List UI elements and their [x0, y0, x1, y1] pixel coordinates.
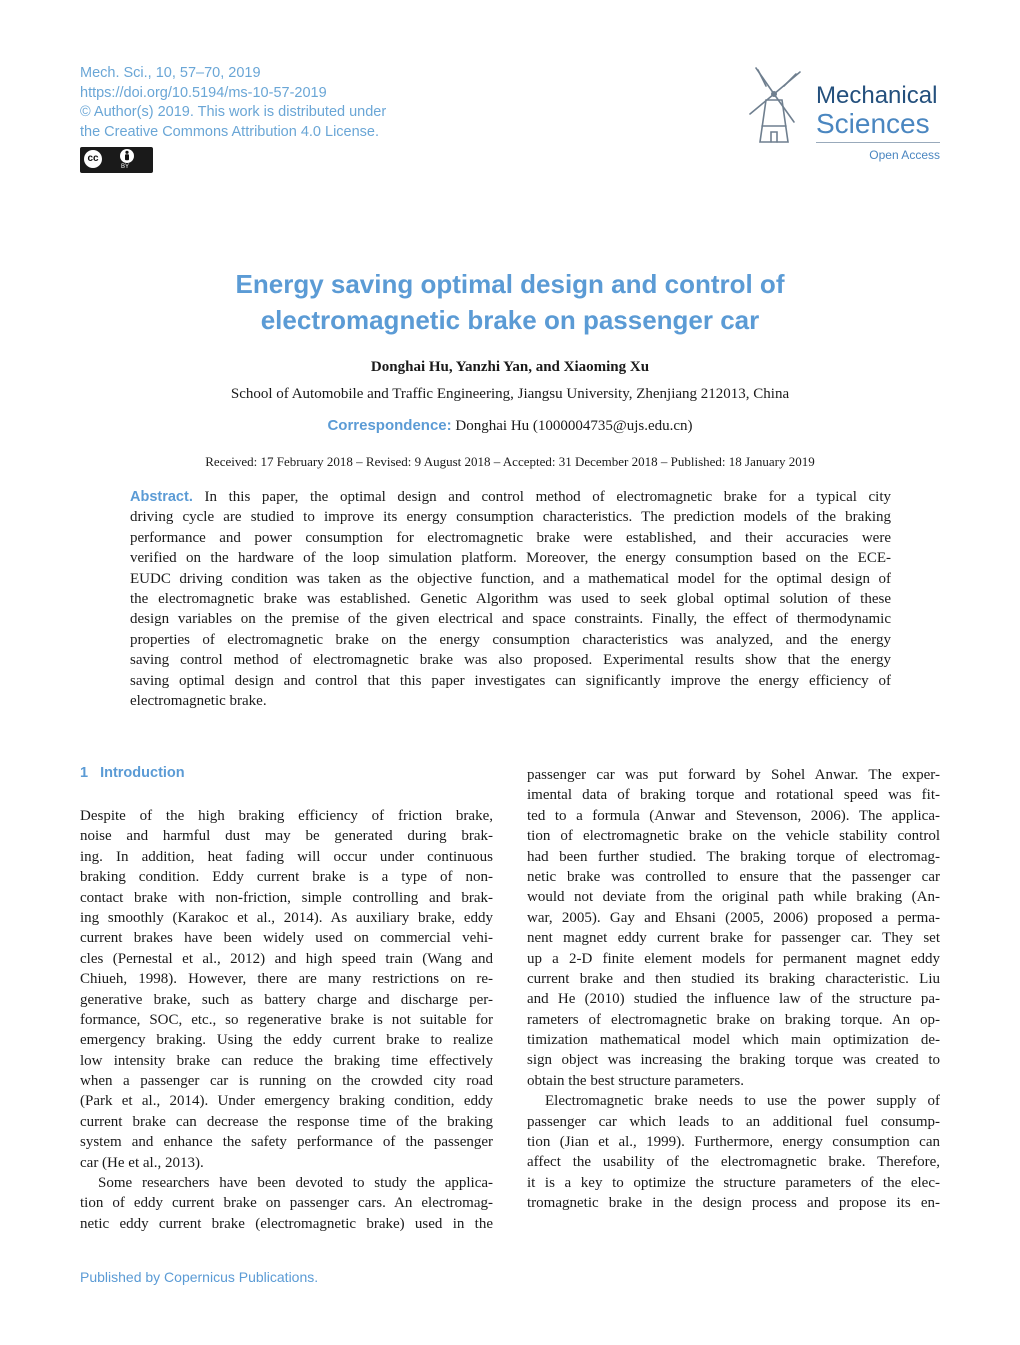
windmill-icon	[744, 64, 814, 150]
body-line: netic eddy current brake (electromagnetic brake) used in the	[80, 1215, 493, 1232]
body-line: ing. In addition, heat fading will occur under continuous	[80, 848, 493, 865]
body-line: Electromagnetic brake needs to use the power supply of	[545, 1093, 940, 1110]
abstract-label: Abstract.	[130, 489, 193, 505]
body-line: system and enhance the safety performance of the passenger	[80, 1134, 493, 1151]
correspondence	[80, 417, 940, 435]
body-line: tion of electromagnetic brake on the vehicle stability control	[527, 828, 940, 845]
abstract-line: electromagnetic brake.	[130, 692, 267, 709]
right-column	[527, 765, 940, 1214]
abstract-line: verified on the hardware of the loop simulation platform. Moreover, the energy consumption based on the ECE-	[130, 550, 891, 567]
body-line: Some researchers have been devoted to study the applica-	[98, 1175, 493, 1192]
publication-dates: Received: 17 February 2018 – Revised: 9 August 2018 – Accepted: 31 December 2018 – Published: 18 January 2019	[205, 454, 815, 469]
body-line: netic brake was controlled to ensure that the passenger car	[527, 868, 940, 885]
body-line: imental data of braking torque and rotational speed was fit-	[527, 787, 940, 804]
abstract-line: EUDC driving condition was taken as the objective function, and a mathematical model for the optimal design of	[130, 570, 891, 587]
body-line: (Park et al., 2014). Under emergency braking condition, eddy	[80, 1093, 493, 1110]
body-line: timization mathematical model which main optimization de-	[527, 1032, 940, 1049]
abstract-line: saving optimal design and control that this paper investigates can significantly improve the energy efficiency of	[130, 672, 891, 689]
body-line: it is a key to optimize the structure parameters of the elec-	[527, 1174, 940, 1191]
body-line: rameters of electromagnetic brake on braking torque. An op-	[527, 1011, 940, 1028]
body-line: had been further studied. The braking torque of electromag-	[527, 848, 940, 865]
copyright-notice: © Author(s) 2019. This work is distributed under	[80, 104, 387, 120]
body-line: when a passenger car is running on the crowded city road	[80, 1073, 493, 1090]
abstract-line: performance and power consumption for electromagnetic brake were established, and their accuracies were	[130, 529, 891, 546]
body-line: cles (Pernestal et al., 2012) and high speed train (Wang and	[80, 950, 493, 967]
journal-name-line1: Mechanical	[816, 82, 938, 109]
body-line: would not deviate from the original path while braking (An-	[527, 889, 940, 906]
abstract-line: saving control method of electromagnetic brake was also proposed. Experimental results show that the energy	[130, 652, 891, 669]
body-line: and He (2010) studied the influence law of the structure pa-	[527, 991, 940, 1008]
title-line-1: Energy saving optimal design and control of	[235, 269, 785, 299]
body-line: sign object was increasing the braking torque was created to	[527, 1052, 940, 1069]
body-line: ted to a formula (Anwar and Stevenson, 2006). The applica-	[527, 807, 940, 824]
body-line: generative brake, such as battery charge and discharge per-	[80, 991, 493, 1008]
left-column	[80, 806, 493, 1234]
body-line: passenger car was put forward by Sohel Anwar. The exper-	[527, 767, 940, 783]
section-number: 1	[80, 765, 89, 781]
body-line: car (He et al., 2013).	[80, 1154, 204, 1171]
paper-title	[80, 266, 940, 338]
person-icon	[120, 149, 134, 163]
body-line: tion of eddy current brake on passenger cars. An electromag-	[80, 1195, 493, 1212]
title-line-2: electromagnetic brake on passenger car	[260, 305, 760, 335]
body-line: passenger car which leads to an additional fuel consump-	[527, 1113, 940, 1130]
body-line: nent magnet eddy current brake for passenger car. They set	[527, 930, 940, 947]
body-line: affect the usability of the electromagnetic brake. Therefore,	[527, 1154, 940, 1171]
body-line: obtain the best structure parameters.	[527, 1072, 745, 1089]
open-access-label: Open Access	[869, 148, 940, 162]
abstract	[130, 487, 891, 711]
correspondence-value[interactable]: Donghai Hu (1000004735@ujs.edu.cn)	[455, 418, 693, 434]
license-notice[interactable]: the Creative Commons Attribution 4.0 License.	[80, 123, 380, 140]
body-line: current brakes have been widely used on commercial vehi-	[80, 930, 493, 947]
body-line: emergency braking. Using the eddy current brake to realize	[80, 1032, 493, 1049]
abstract-line: properties of electromagnetic brake on the energy consumption characteristics was analyzed, and the energy	[130, 631, 891, 648]
body-line: Chiueh, 1998). However, there are many restrictions on re-	[80, 971, 493, 988]
body-line: current brake and then studied its braking characteristic. Liu	[527, 970, 940, 987]
section-title: Introduction	[100, 765, 185, 781]
affiliation: School of Automobile and Traffic Engineering, Jiangsu University, Zhenjiang 212013, China	[230, 386, 790, 402]
doi-link[interactable]: https://doi.org/10.5194/ms-10-57-2019	[80, 84, 327, 101]
body-line: up a 2-D finite element models for permanent magnet eddy	[527, 950, 940, 967]
abstract-line: the electromagnetic brake was established. Genetic Algorithm was used to seek global optimal solution of these	[130, 590, 891, 607]
body-line: low intensity brake can reduce the braking time effectively	[80, 1052, 493, 1069]
cc-icon: cc	[84, 150, 102, 168]
body-line: war, 2005). Gay and Ehsani (2005, 2006) proposed a perma-	[527, 909, 940, 926]
section-heading-introduction	[80, 765, 185, 781]
citation: Mech. Sci., 10, 57–70, 2019	[80, 65, 261, 81]
logo-divider	[816, 142, 940, 143]
body-line: Despite of the high braking efficiency of friction brake,	[80, 808, 493, 824]
body-line: braking condition. Eddy current brake is a type of non-	[80, 869, 493, 886]
correspondence-label: Correspondence:	[327, 417, 452, 434]
abstract-line: design variables on the premise of the given electrical and space constraints. Finally, the effect of thermodynamic	[130, 611, 891, 628]
body-line: current brake can decrease the response time of the braking	[80, 1113, 493, 1130]
body-line: noise and harmful dust may be generated during brak-	[80, 828, 493, 845]
by-label: BY	[121, 164, 130, 170]
body-line: contact brake with non-friction, simple controlling and brak-	[80, 889, 493, 906]
abstract-first-line: In this paper, the optimal design and control method of electromagnetic brake for a typical city	[204, 489, 891, 505]
journal-name-line2: Sciences	[816, 108, 930, 139]
article-meta	[80, 64, 386, 142]
abstract-line	[130, 487, 891, 507]
abstract-line: driving cycle are studied to improve its energy consumption characteristics. The prediction models of the braking	[130, 509, 891, 526]
cc-by-license-icon[interactable]	[80, 147, 153, 173]
body-line: ing smoothly (Karakoc et al., 2014). As auxiliary brake, eddy	[80, 909, 493, 926]
journal-logo[interactable]	[744, 62, 944, 162]
body-line: tion (Jian et al., 1999). Furthermore, energy consumption can	[527, 1134, 940, 1151]
body-line: formance, SOC, etc., so regenerative brake is not suitable for	[80, 1011, 493, 1028]
publisher-footer[interactable]: Published by Copernicus Publications.	[80, 1269, 319, 1285]
author-list: Donghai Hu, Yanzhi Yan, and Xiaoming Xu	[370, 359, 650, 375]
body-line: tromagnetic brake in the design process and propose its en-	[527, 1195, 940, 1212]
